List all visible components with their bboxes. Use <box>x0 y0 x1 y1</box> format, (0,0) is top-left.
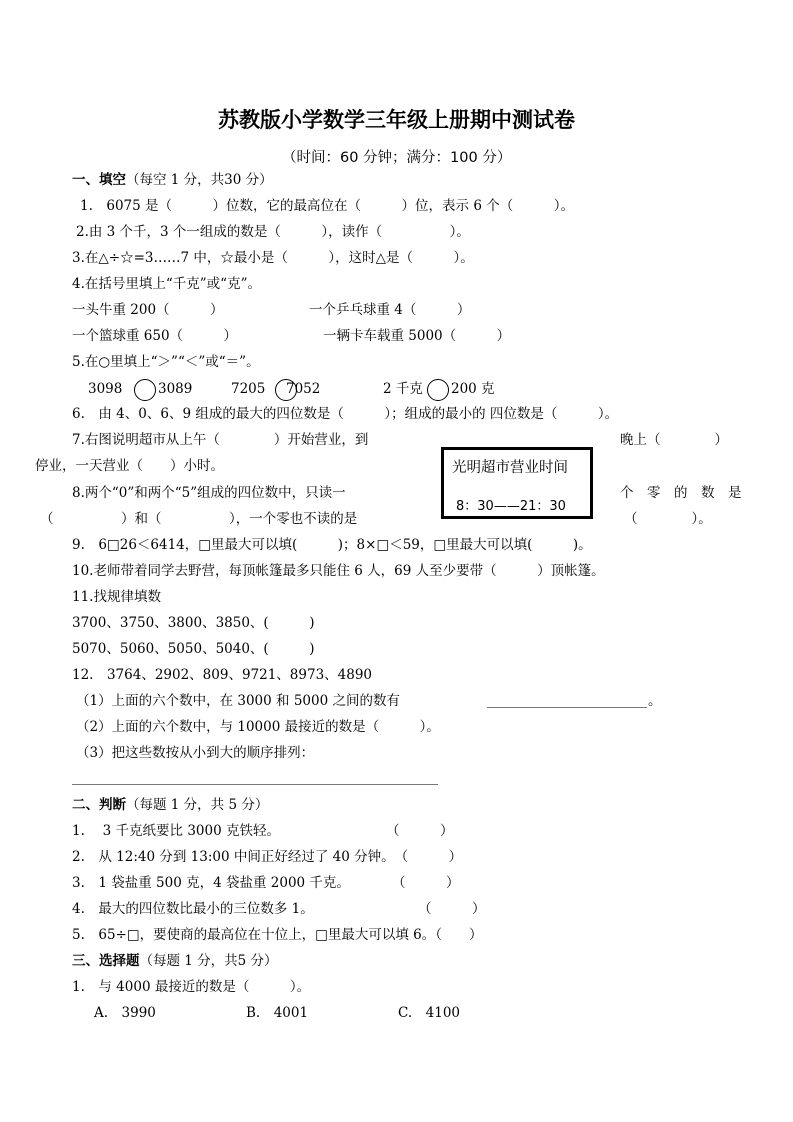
question-1-8d: （ ）。 <box>624 511 712 527</box>
section-2-note: （每题 1 分，共 5 分） <box>126 797 269 813</box>
question-1-4c: 一个篮球重 650（ ） <box>72 328 238 344</box>
judge-1: 1. 3 千克纸要比 3000 克铁轻。 <box>72 823 280 839</box>
section-2-heading: 二、判断 <box>72 797 126 813</box>
question-1-8a: 8.两个“0”和两个“5”组成的四位数中，只读一 <box>72 485 346 501</box>
compare-3-right: 200 克 <box>451 381 495 397</box>
compare-circle-3 <box>427 379 449 401</box>
question-1-9: 9. 6□26＜6414，□里最大可以填( )；8×□＜59，□里最大可以填( )。 <box>72 537 592 553</box>
question-1-8c: （ ）和（ ），一个零也不读的是 <box>40 511 358 527</box>
question-1-7a: 7.右图说明超市从上午（ ）开始营业，到 <box>72 432 369 448</box>
section-1-header <box>72 171 273 189</box>
question-1-12: 12. 3764、2902、809、9721、8973、4890 <box>72 667 373 683</box>
judge-2: 2. 从 12:40 分到 13:00 中间正好经过了 40 分钟。 （ ） <box>72 849 463 865</box>
section-3-heading: 三、选择题 <box>72 953 140 969</box>
section-1-note: （每空 1 分，共30 分） <box>126 172 273 188</box>
question-1-1: 1. 6075 是（ ）位数，它的最高位在（ ）位，表示 6 个（ ）。 <box>80 198 574 214</box>
question-1-4d: 一辆卡车载重 5000（ ） <box>323 328 511 344</box>
judge-3-paren: （ ） <box>392 875 460 891</box>
choice-1: 1. 与 4000 最接近的数是（ ）。 <box>72 979 311 995</box>
compare-1-right: 3089 <box>158 381 193 397</box>
answer-line-12-1 <box>487 707 647 708</box>
choice-1-option-c: C. 4100 <box>398 1005 460 1021</box>
question-1-4a: 一头牛重 200（ ） <box>72 302 224 318</box>
page-title: 苏教版小学数学三年级上册期中测试卷 <box>218 108 575 132</box>
question-1-6: 6. 由 4、0、6、9 组成的最大的四位数是（ ）；组成的最小的 四位数是（ ）。 <box>72 406 619 422</box>
judge-4: 4. 最大的四位数比最小的三位数多 1。 <box>72 901 314 917</box>
question-1-12-1-end: 。 <box>648 693 662 709</box>
question-1-8b: 个 零 的 数 是 <box>620 485 742 501</box>
question-1-12-1: （1）上面的六个数中，在 3000 和 5000 之间的数有 <box>76 693 400 709</box>
question-1-3: 3.在△÷☆=3……7 中，☆最小是（ ），这时△是（ ）。 <box>72 250 474 266</box>
answer-line-12-3 <box>72 784 438 785</box>
question-1-10: 10.老师带着同学去野营，每顶帐篷最多只能住 6 人，69 人至少要带（ ）顶帐篷。 <box>72 563 605 579</box>
question-1-12-3: （3）把这些数按从小到大的顺序排列： <box>76 745 315 761</box>
question-1-7b: 晚上（ ） <box>620 432 728 448</box>
judge-3: 3. 1 袋盐重 500 克，4 袋盐重 2000 千克。 <box>72 875 350 891</box>
choice-1-option-b: B. 4001 <box>246 1005 309 1021</box>
question-1-4b: 一个乒乓球重 4（ ） <box>309 302 471 318</box>
store-hours-title: 光明超市营业时间 <box>452 460 568 476</box>
store-hours-box <box>441 447 593 519</box>
compare-circle-1 <box>134 379 156 401</box>
compare-1-left: 3098 <box>88 381 123 397</box>
question-1-7c: 停业，一天营业（ ）小时。 <box>35 458 224 474</box>
question-1-11: 11.找规律填数 <box>72 589 161 605</box>
section-3-note: （每题 1 分，共5 分） <box>139 953 278 969</box>
compare-3-left: 2 千克 <box>383 381 423 397</box>
judge-1-paren: （ ） <box>386 823 454 839</box>
compare-2-left: 7205 <box>231 381 266 397</box>
judge-5: 5. 65÷□，要使商的最高位在十位上，□里最大可以填 6。（ ） <box>72 927 483 943</box>
question-1-12-2: （2）上面的六个数中，与 10000 最接近的数是（ ）。 <box>76 719 440 735</box>
section-1-heading: 一、填空 <box>72 172 126 188</box>
sequence-1: 3700、3750、3800、3850、( ) <box>72 615 315 631</box>
exam-info: （时间：60 分钟；满分：100 分） <box>282 150 512 166</box>
sequence-2: 5070、5060、5050、5040、( ) <box>72 641 315 657</box>
choice-1-option-a: A. 3990 <box>94 1005 156 1021</box>
section-2-header <box>72 796 268 814</box>
question-1-2: 2.由 3 个千，3 个一组成的数是（ ），读作（ ）。 <box>76 224 470 240</box>
store-hours-time: 8：30——21：30 <box>456 499 566 514</box>
judge-4-paren: （ ） <box>418 901 486 917</box>
question-1-5: 5.在○里填上“＞”“＜”或“＝”。 <box>72 354 260 370</box>
section-3-header <box>72 952 278 970</box>
compare-2-right: 7052 <box>286 381 321 397</box>
question-1-4: 4.在括号里填上“千克”或“克”。 <box>72 276 261 292</box>
